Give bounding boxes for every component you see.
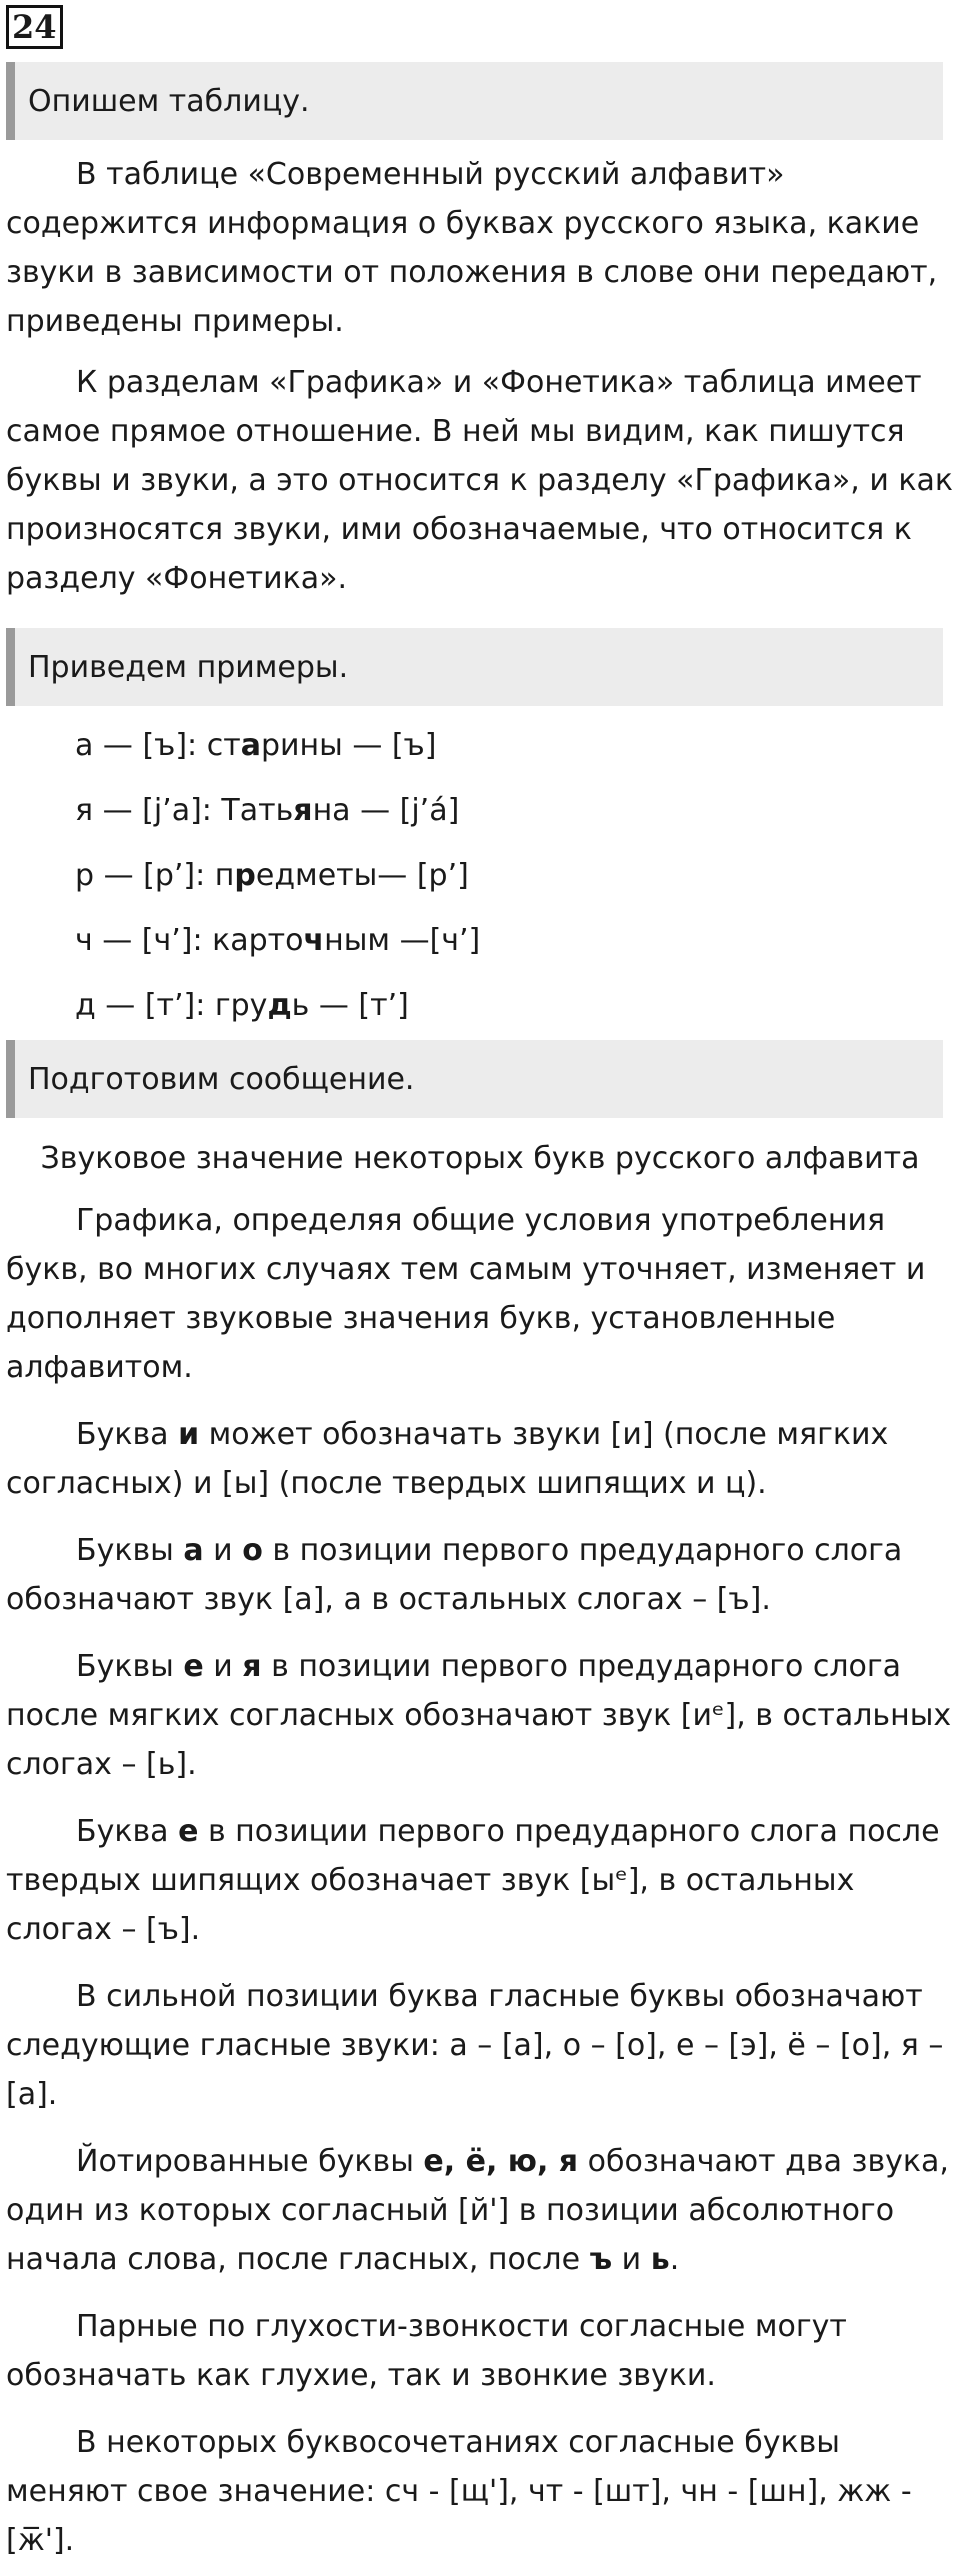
- message-paragraph-9: В некоторых буквосочетаниях согласные буквы меняют свое значение: сч - [щ'], чт - [шт], чн - [шн], жж - [ж̅'].: [6, 2425, 912, 2558]
- section-header-describe: Опишем таблицу.: [6, 62, 943, 140]
- message-paragraph-5: Буква е в позиции первого предударного слога после твердых шипящих обозначает звук [ыᵉ], в остальных слогах – [ъ].: [6, 1814, 940, 1947]
- example-item: я — [j’a]: Татьяна — [j’á]: [75, 793, 460, 828]
- describe-paragraph-2: К разделам «Графика» и «Фонетика» таблица имеет самое прямое отношение. В ней мы видим, как пишутся буквы и звуки, а это относится к разделу «Графика», и как произносятся звуки, ими обозначаемые, что относится к разделу «Фонетика».: [6, 365, 953, 596]
- message-block: [6, 1196, 953, 2565]
- message-paragraph-2: Буква и может обозначать звуки [и] (после мягких согласных) и [ы] (после твердых шипящих и ц).: [6, 1417, 889, 1501]
- describe-paragraph-1: В таблице «Современный русский алфавит» содержится информация о буквах русского языка, какие звуки в зависимости от положения в слове они передают, приведены примеры.: [6, 157, 938, 339]
- example-item: а — [ъ]: старины — [ъ]: [75, 728, 437, 763]
- example-item: ч — [ч’]: карточным —[ч’]: [75, 923, 481, 958]
- message-paragraph-3: Буквы а и о в позиции первого предударного слога обозначают звук [а], а в остальных слогах – [ъ].: [6, 1533, 903, 1617]
- example-item: д — [т’]: грудь — [т’]: [75, 988, 409, 1023]
- message-paragraph-7: Йотированные буквы е, ё, ю, я обозначают два звука, один из которых согласный [й'] в позиции абсолютного начала слова, после гласных, после ъ и ь.: [6, 2144, 949, 2277]
- message-paragraph-8: Парные по глухости-звонкости согласные могут обозначать как глухие, так и звонкие звуки.: [6, 2309, 847, 2393]
- section-header-examples: Приведем примеры.: [6, 628, 943, 706]
- describe-block: [6, 150, 953, 603]
- message-heading: Звуковое значение некоторых букв русского алфавита: [40, 1141, 920, 1176]
- task-number-badge: 24: [6, 5, 63, 49]
- message-paragraph-6: В сильной позиции буква гласные буквы обозначают следующие гласные звуки: а – [а], о – [о], е – [э], ё – [о], я – [а].: [6, 1979, 944, 2112]
- example-item: р — [р’]: предметы— [р’]: [75, 858, 469, 893]
- section-header-message: Подготовим сообщение.: [6, 1040, 943, 1118]
- message-paragraph-4: Буквы е и я в позиции первого предударного слога после мягких согласных обозначают звук [иᵉ], в остальных слогах – [ь].: [6, 1649, 952, 1782]
- message-paragraph-1: Графика, определяя общие условия употребления букв, во многих случаях тем самым уточняет, изменяет и дополняет звуковые значения букв, установленные алфавитом.: [6, 1203, 926, 1385]
